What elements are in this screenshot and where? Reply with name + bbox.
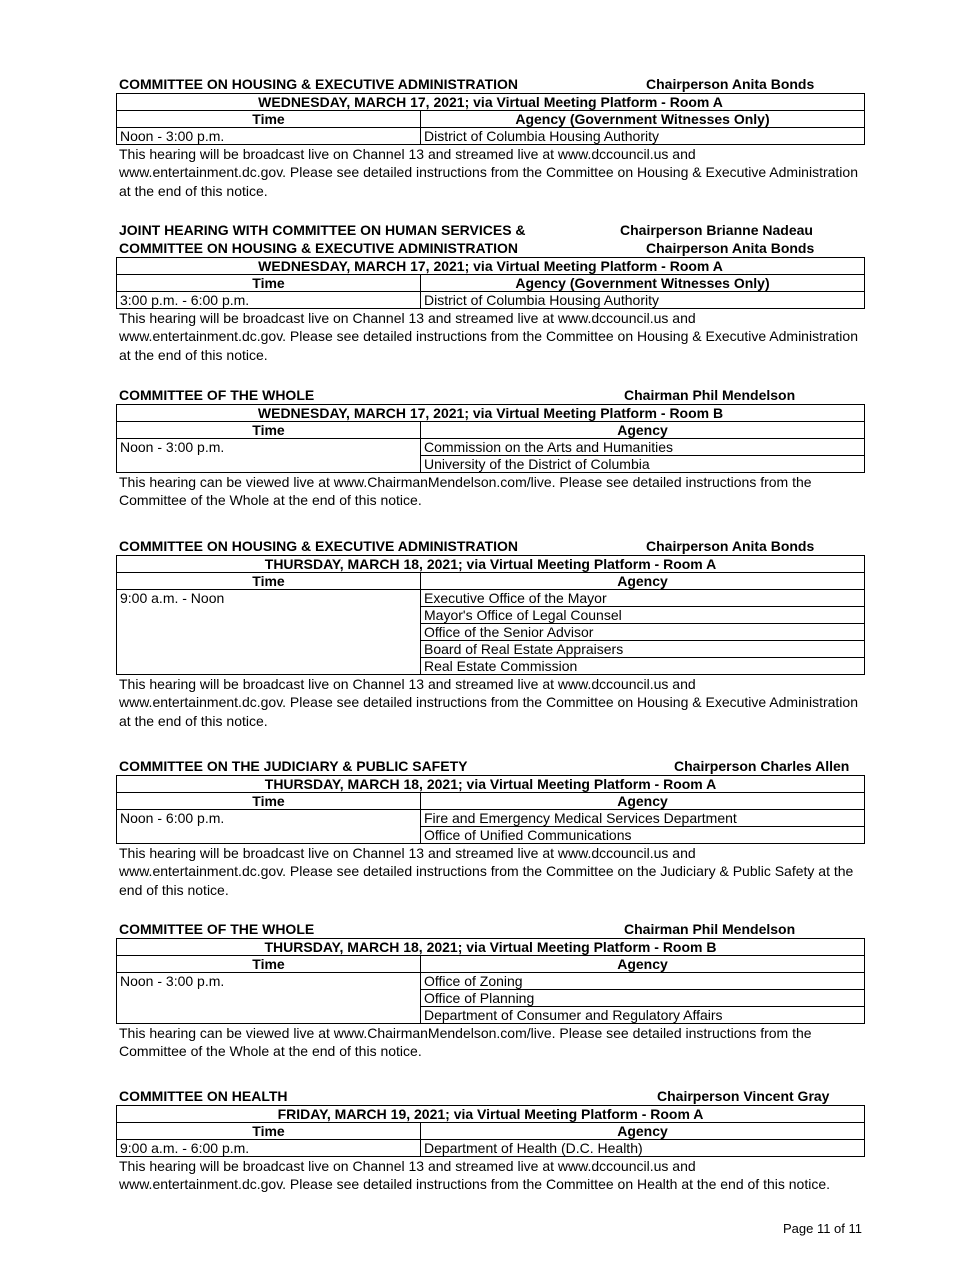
committee-name: COMMITTEE OF THE WHOLE xyxy=(119,387,315,403)
column-header-agency: Agency xyxy=(421,573,865,590)
agency-name: University of the District of Columbia xyxy=(421,456,865,473)
column-header-agency: Agency xyxy=(421,1123,865,1140)
schedule-table xyxy=(116,555,865,675)
column-header-agency: Agency (Government Witnesses Only) xyxy=(421,111,865,128)
column-header-time: Time xyxy=(117,956,421,973)
schedule-table xyxy=(116,938,865,1024)
agency-name: Department of Consumer and Regulatory Affairs xyxy=(421,1007,865,1024)
column-header-time: Time xyxy=(117,422,421,439)
agency-name: Office of Zoning xyxy=(421,973,865,990)
broadcast-note: This hearing will be broadcast live on Channel 13 and streamed live at www.dccouncil.us and www.entertainment.dc.gov. Please see detailed instructions from the Committee on Housing & Executive Administration at the end of this notice. xyxy=(119,146,858,199)
committee-name: COMMITTEE ON HEALTH xyxy=(119,1088,288,1104)
broadcast-note: This hearing will be broadcast live on Channel 13 and streamed live at www.dccouncil.us and www.entertainment.dc.gov. Please see detailed instructions from the Committee on Housing & Executive Administration at the end of this notice. xyxy=(119,310,858,363)
chairperson: Chairperson Brianne Nadeau xyxy=(620,222,813,238)
agency-name: Real Estate Commission xyxy=(421,658,865,675)
hearing-block xyxy=(116,221,864,364)
hearing-time: Noon - 6:00 p.m. xyxy=(117,810,421,844)
broadcast-note: This hearing will be broadcast live on Channel 13 and streamed live at www.dccouncil.us and www.entertainment.dc.gov. Please see detailed instructions from the Committee on the Judiciary & Public Safety at the end of this notice. xyxy=(119,845,854,898)
agency-name: District of Columbia Housing Authority xyxy=(421,128,865,145)
agency-name: Fire and Emergency Medical Services Department xyxy=(421,810,865,827)
agency-name: Executive Office of the Mayor xyxy=(421,590,865,607)
hearing-header xyxy=(116,221,864,239)
column-header-agency: Agency xyxy=(421,793,865,810)
hearing-block xyxy=(116,757,864,899)
column-header-time: Time xyxy=(117,793,421,810)
hearing-time: 9:00 a.m. - 6:00 p.m. xyxy=(117,1140,421,1157)
chairperson: Chairman Phil Mendelson xyxy=(624,387,796,403)
schedule-table xyxy=(116,1105,865,1157)
hearing-header xyxy=(116,386,864,404)
page-number: Page 11 of 11 xyxy=(782,1221,862,1236)
hearing-block xyxy=(116,537,864,730)
column-header-agency: Agency xyxy=(421,956,865,973)
agency-name: Mayor's Office of Legal Counsel xyxy=(421,607,865,624)
column-header-time: Time xyxy=(117,573,421,590)
chairperson: Chairman Phil Mendelson xyxy=(624,921,796,937)
hearing-time: 3:00 p.m. - 6:00 p.m. xyxy=(117,292,421,309)
hearing-date: THURSDAY, MARCH 18, 2021; via Virtual Meeting Platform - Room A xyxy=(117,556,865,573)
committee-name: COMMITTEE ON HOUSING & EXECUTIVE ADMINISTRATION xyxy=(119,240,519,256)
hearing-time: Noon - 3:00 p.m. xyxy=(117,128,421,145)
chairperson: Chairperson Vincent Gray xyxy=(657,1088,830,1104)
hearing-header xyxy=(116,920,864,938)
hearing-block xyxy=(116,75,864,200)
hearing-header xyxy=(116,239,864,257)
broadcast-note: This hearing will be broadcast live on Channel 13 and streamed live at www.dccouncil.us and www.entertainment.dc.gov. Please see detailed instructions from the Committee on Housing & Executive Administration at the end of this notice. xyxy=(119,676,858,729)
broadcast-note: This hearing can be viewed live at www.ChairmanMendelson.com/live. Please see detailed instructions from the Committee of the Whole at the end of this notice. xyxy=(119,1025,812,1060)
hearing-header xyxy=(116,537,864,555)
hearing-date: WEDNESDAY, MARCH 17, 2021; via Virtual Meeting Platform - Room A xyxy=(117,258,865,275)
hearing-date: FRIDAY, MARCH 19, 2021; via Virtual Meeting Platform - Room A xyxy=(117,1106,865,1123)
hearing-date: WEDNESDAY, MARCH 17, 2021; via Virtual Meeting Platform - Room A xyxy=(117,94,865,111)
schedule-table xyxy=(116,257,865,309)
committee-name: JOINT HEARING WITH COMMITTEE ON HUMAN SERVICES & xyxy=(119,222,526,238)
hearing-date: THURSDAY, MARCH 18, 2021; via Virtual Meeting Platform - Room A xyxy=(117,776,865,793)
committee-name: COMMITTEE ON THE JUDICIARY & PUBLIC SAFETY xyxy=(119,758,468,774)
agency-name: Office of Unified Communications xyxy=(421,827,865,844)
hearing-time: Noon - 3:00 p.m. xyxy=(117,439,421,473)
broadcast-note: This hearing will be broadcast live on Channel 13 and streamed live at www.dccouncil.us and www.entertainment.dc.gov. Please see detailed instructions from the Committee on Health at the end of this notice. xyxy=(119,1158,831,1193)
hearing-date: THURSDAY, MARCH 18, 2021; via Virtual Meeting Platform - Room B xyxy=(117,939,865,956)
hearing-block xyxy=(116,1087,864,1194)
hearing-block xyxy=(116,920,864,1061)
chairperson: Chairperson Anita Bonds xyxy=(646,76,815,92)
hearing-block xyxy=(116,386,864,510)
column-header-time: Time xyxy=(117,275,421,292)
agency-name: Board of Real Estate Appraisers xyxy=(421,641,865,658)
hearing-header xyxy=(116,757,864,775)
committee-name: COMMITTEE ON HOUSING & EXECUTIVE ADMINISTRATION xyxy=(119,538,519,554)
hearing-header xyxy=(116,75,864,93)
committee-name: COMMITTEE ON HOUSING & EXECUTIVE ADMINISTRATION xyxy=(119,76,519,92)
hearing-date: WEDNESDAY, MARCH 17, 2021; via Virtual Meeting Platform - Room B xyxy=(117,405,865,422)
agency-name: Office of the Senior Advisor xyxy=(421,624,865,641)
hearing-header xyxy=(116,1087,864,1105)
column-header-time: Time xyxy=(117,1123,421,1140)
agency-name: District of Columbia Housing Authority xyxy=(421,292,865,309)
column-header-agency: Agency (Government Witnesses Only) xyxy=(421,275,865,292)
committee-name: COMMITTEE OF THE WHOLE xyxy=(119,921,315,937)
agency-name: Office of Planning xyxy=(421,990,865,1007)
hearing-time: 9:00 a.m. - Noon xyxy=(117,590,421,675)
column-header-time: Time xyxy=(117,111,421,128)
hearing-time: Noon - 3:00 p.m. xyxy=(117,973,421,1024)
chairperson: Chairperson Charles Allen xyxy=(674,758,850,774)
chairperson: Chairperson Anita Bonds xyxy=(646,240,815,256)
schedule-table xyxy=(116,93,865,145)
column-header-agency: Agency xyxy=(421,422,865,439)
chairperson: Chairperson Anita Bonds xyxy=(646,538,815,554)
agency-name: Department of Health (D.C. Health) xyxy=(421,1140,865,1157)
agency-name: Commission on the Arts and Humanities xyxy=(421,439,865,456)
broadcast-note: This hearing can be viewed live at www.ChairmanMendelson.com/live. Please see detailed instructions from the Committee of the Whole at the end of this notice. xyxy=(119,474,812,509)
schedule-table xyxy=(116,404,865,473)
schedule-table xyxy=(116,775,865,844)
